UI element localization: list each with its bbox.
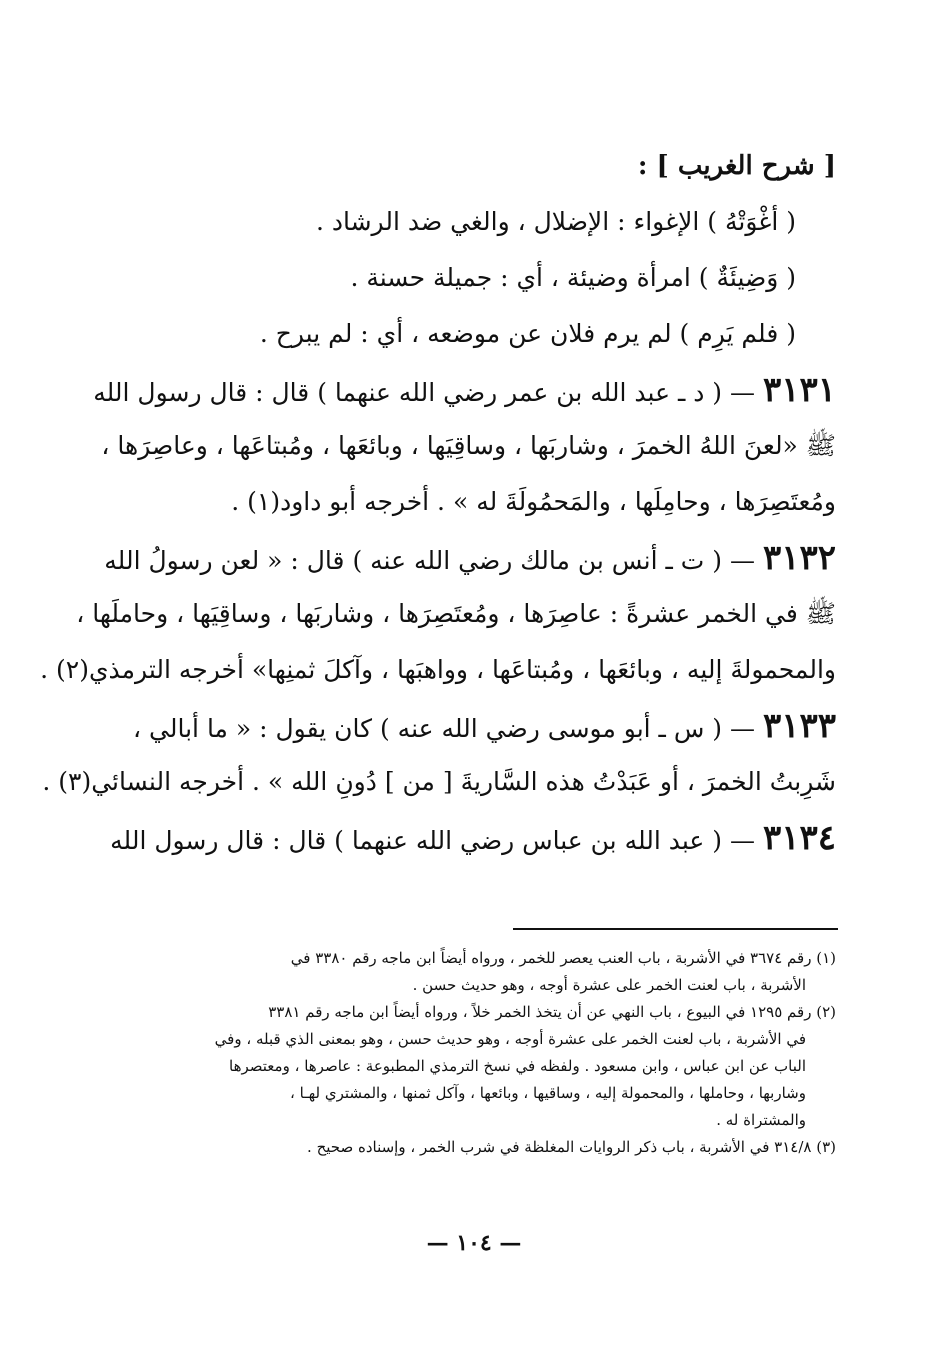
hadith-text-line: ومُعتَصِرَها ، وحامِلَها ، والمَحمُولَةَ له » . أخرجه أبو داود(١) . xyxy=(231,487,836,516)
hadith-text: — ( س ـ أبو موسى رضي الله عنه ) كان يقول : « ما أبالي ، xyxy=(133,714,755,743)
main-text xyxy=(40,138,836,866)
hadith-number: ٣١٣١ xyxy=(762,370,836,410)
hadith-3134-line xyxy=(100,810,836,866)
footnote-divider xyxy=(513,928,838,930)
footnotes xyxy=(100,945,836,1161)
footnote-2: (٢) رقم ١٢٩٥ في البيوع ، باب النهي عن أن يتخذ الخمر خلاً ، ورواه أيضاً ابن ماجه رقم ٣٣٨١ xyxy=(268,1003,836,1021)
footnote-2-cont: وشاربها ، وحاملها ، والمحمولة إليه ، وساقيها ، وبائعها ، وآكل ثمنها ، والمشتري لهـا ، xyxy=(290,1084,806,1102)
footnote-2-cont: في الأشربة ، باب لعنت الخمر على عشرة أوجه ، وهو حديث حسن ، وهو بمعنى الذي قبله ، وفي xyxy=(214,1030,806,1048)
hadith-number: ٣١٣٤ xyxy=(762,818,836,858)
hadith-number: ٣١٣٣ xyxy=(762,706,836,746)
hadith-text: — ( د ـ عبد الله بن عمر رضي الله عنهما ) قال : قال رسول الله xyxy=(93,378,755,407)
hadith-3133-line xyxy=(100,698,836,754)
hadith-text-line: ﷺ في الخمر عشرةً : عاصِرَها ، ومُعتَصِرَها ، وشاربَها ، وساقِيَها ، وحاملَها ، xyxy=(76,599,836,628)
hadith-text: — ( ت ـ أنس بن مالك رضي الله عنه ) قال : « لعن رسولُ الله xyxy=(104,546,755,575)
footnote-1-cont: الأشربة ، باب لعنت الخمر على عشرة أوجه ، وهو حديث حسن . xyxy=(412,976,806,994)
page-number: — ١٠٤ — xyxy=(426,1230,522,1256)
gharib-line: ( فلم يَرِم ) لم يرم فلان عن موضعه ، أي : لم يبرح . xyxy=(259,319,796,348)
gharib-line: ( وَضِيئَةٌ ) امرأة وضيئة ، أي : جميلة حسنة . xyxy=(350,263,796,292)
hadith-text-line: ﷺ «لعنَ اللهُ الخمرَ ، وشاربَها ، وساقِيَها ، وبائعَها ، ومُبتاعَها ، وعاصِرَها ، xyxy=(101,431,836,460)
hadith-text-line: شَرِبتُ الخمرَ ، أو عَبَدْتُ هذه السَّاريةَ [ من ] دُونِ الله » . أخرجه النسائي(٣) . xyxy=(42,767,836,796)
hadith-3131-line xyxy=(93,362,836,418)
gharib-line: ( أغْوَتْهُ ) الإغواء : الإضلال ، والغي ضد الرشاد . xyxy=(315,207,796,236)
hadith-text-line: والمحمولةَ إليه ، وبائعَها ، ومُبتاعَها ، وواهبَها ، وآكلَ ثمنِها» أخرجه الترمذي(٢) . xyxy=(40,655,836,684)
footnote-1: (١) رقم ٣٦٧٤ في الأشربة ، باب العنب يعصر للخمر ، ورواه أيضاً ابن ماجه رقم ٣٣٨٠ في xyxy=(290,949,836,967)
footnote-2-cont: والمشتراة له . xyxy=(716,1111,806,1129)
hadith-3132-line xyxy=(100,530,836,586)
hadith-text: — ( عبد الله بن عباس رضي الله عنهما ) قال : قال رسول الله xyxy=(110,826,755,855)
footnote-3: (٣) ٣١٤/٨ في الأشربة ، باب ذكر الروايات المغلظة في شرب الخمر ، وإسناده صحيح . xyxy=(307,1138,836,1156)
hadith-number: ٣١٣٢ xyxy=(762,538,836,578)
footnote-2-cont: الباب عن ابن عباس ، وابن مسعود . ولفظه في نسخ الترمذي المطبوعة : عاصرها ، ومعتصرها xyxy=(229,1057,806,1075)
gharib-heading: [ شرح الغريب ] : xyxy=(637,151,836,181)
